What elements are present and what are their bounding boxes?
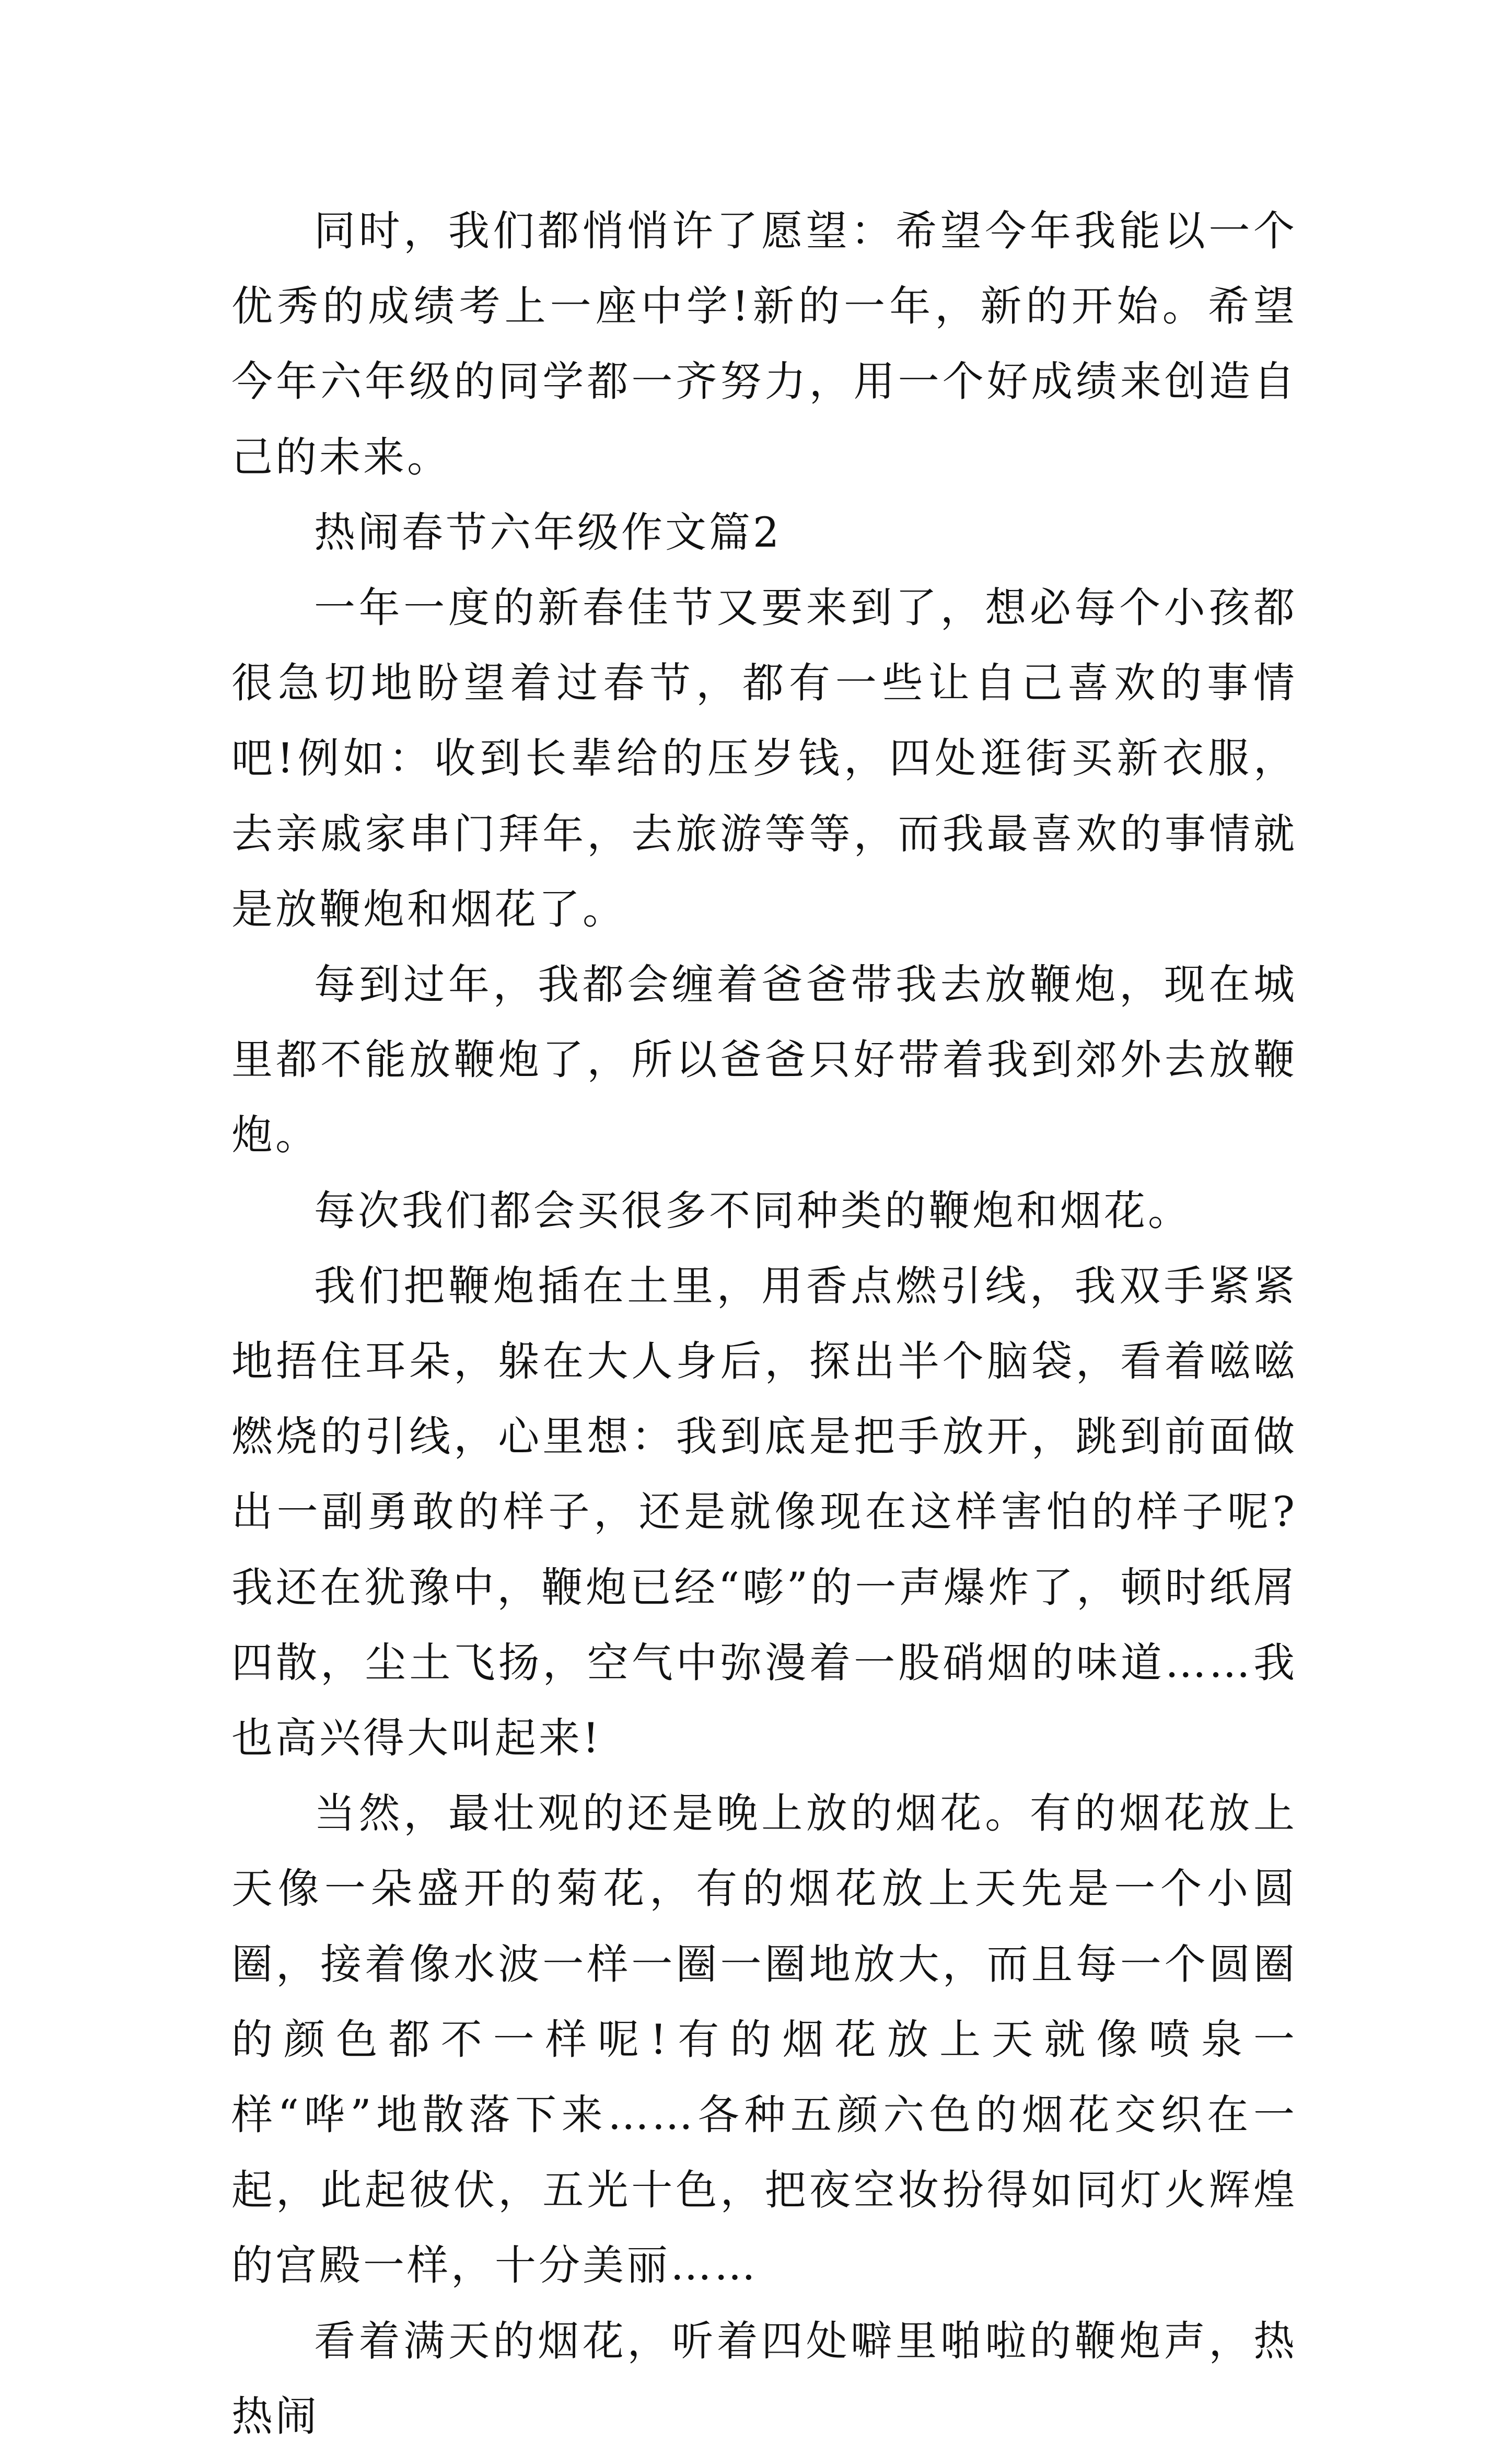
paragraph-firecrackers-outskirts: 每到过年，我都会缠着爸爸带我去放鞭炮，现在城里都不能放鞭炮了，所以爸爸只好带着我到郊外去放鞭炮。 xyxy=(231,960,1297,1160)
paragraph-closing: 看着满天的烟花，听着四处噼里啪啦的鞭炮声，热热闹 xyxy=(231,2317,1297,2440)
essay-body xyxy=(231,193,1297,2454)
paragraph-spring-festival: 一年一度的新春佳节又要来到了，想必每个小孩都很急切地盼望着过春节，都有一些让自己喜欢的事情吧!例如：收到长辈给的压岁钱，四处逛街买新衣服，去亲戚家串门拜年，去旅游等等，而我最喜欢的事情就是放鞭炮和烟花了。 xyxy=(231,584,1297,933)
paragraph-lighting-fuse: 我们把鞭炮插在土里，用香点燃引线，我双手紧紧地捂住耳朵，躲在大人身后，探出半个脑袋，看着嗞嗞燃烧的引线，心里想：我到底是把手放开，跳到前面做出一副勇敢的样子，还是就像现在这样害怕的样子呢?我还在犹豫中，鞭炮已经“嘭”的一声爆炸了，顿时纸屑四散，尘土飞扬，空气中弥漫着一股硝烟的味道……我也高兴得大叫起来! xyxy=(231,1261,1297,1763)
paragraph-buy-firecrackers: 每次我们都会买很多不同种类的鞭炮和烟花。 xyxy=(314,1186,1192,1235)
paragraph-wish: 同时，我们都悄悄许了愿望：希望今年我能以一个优秀的成绩考上一座中学!新的一年，新的开始。希望今年六年级的同学都一齐努力，用一个好成绩来创造自己的未来。 xyxy=(231,207,1297,481)
essay-title: 热闹春节六年级作文篇2 xyxy=(314,508,782,557)
paragraph-fireworks-night: 当然，最壮观的还是晚上放的烟花。有的烟花放上天像一朵盛开的菊花，有的烟花放上天先是一个小圆圈，接着像水波一样一圈一圈地放大，而且每一个圆圈的颜色都不一样呢!有的烟花放上天就像喷泉一样“哗”地散落下来……各种五颜六色的烟花交织在一起，此起彼伏，五光十色，把夜空妆扮得如同灯火辉煌的宫殿一样，十分美丽…… xyxy=(231,1789,1297,2290)
